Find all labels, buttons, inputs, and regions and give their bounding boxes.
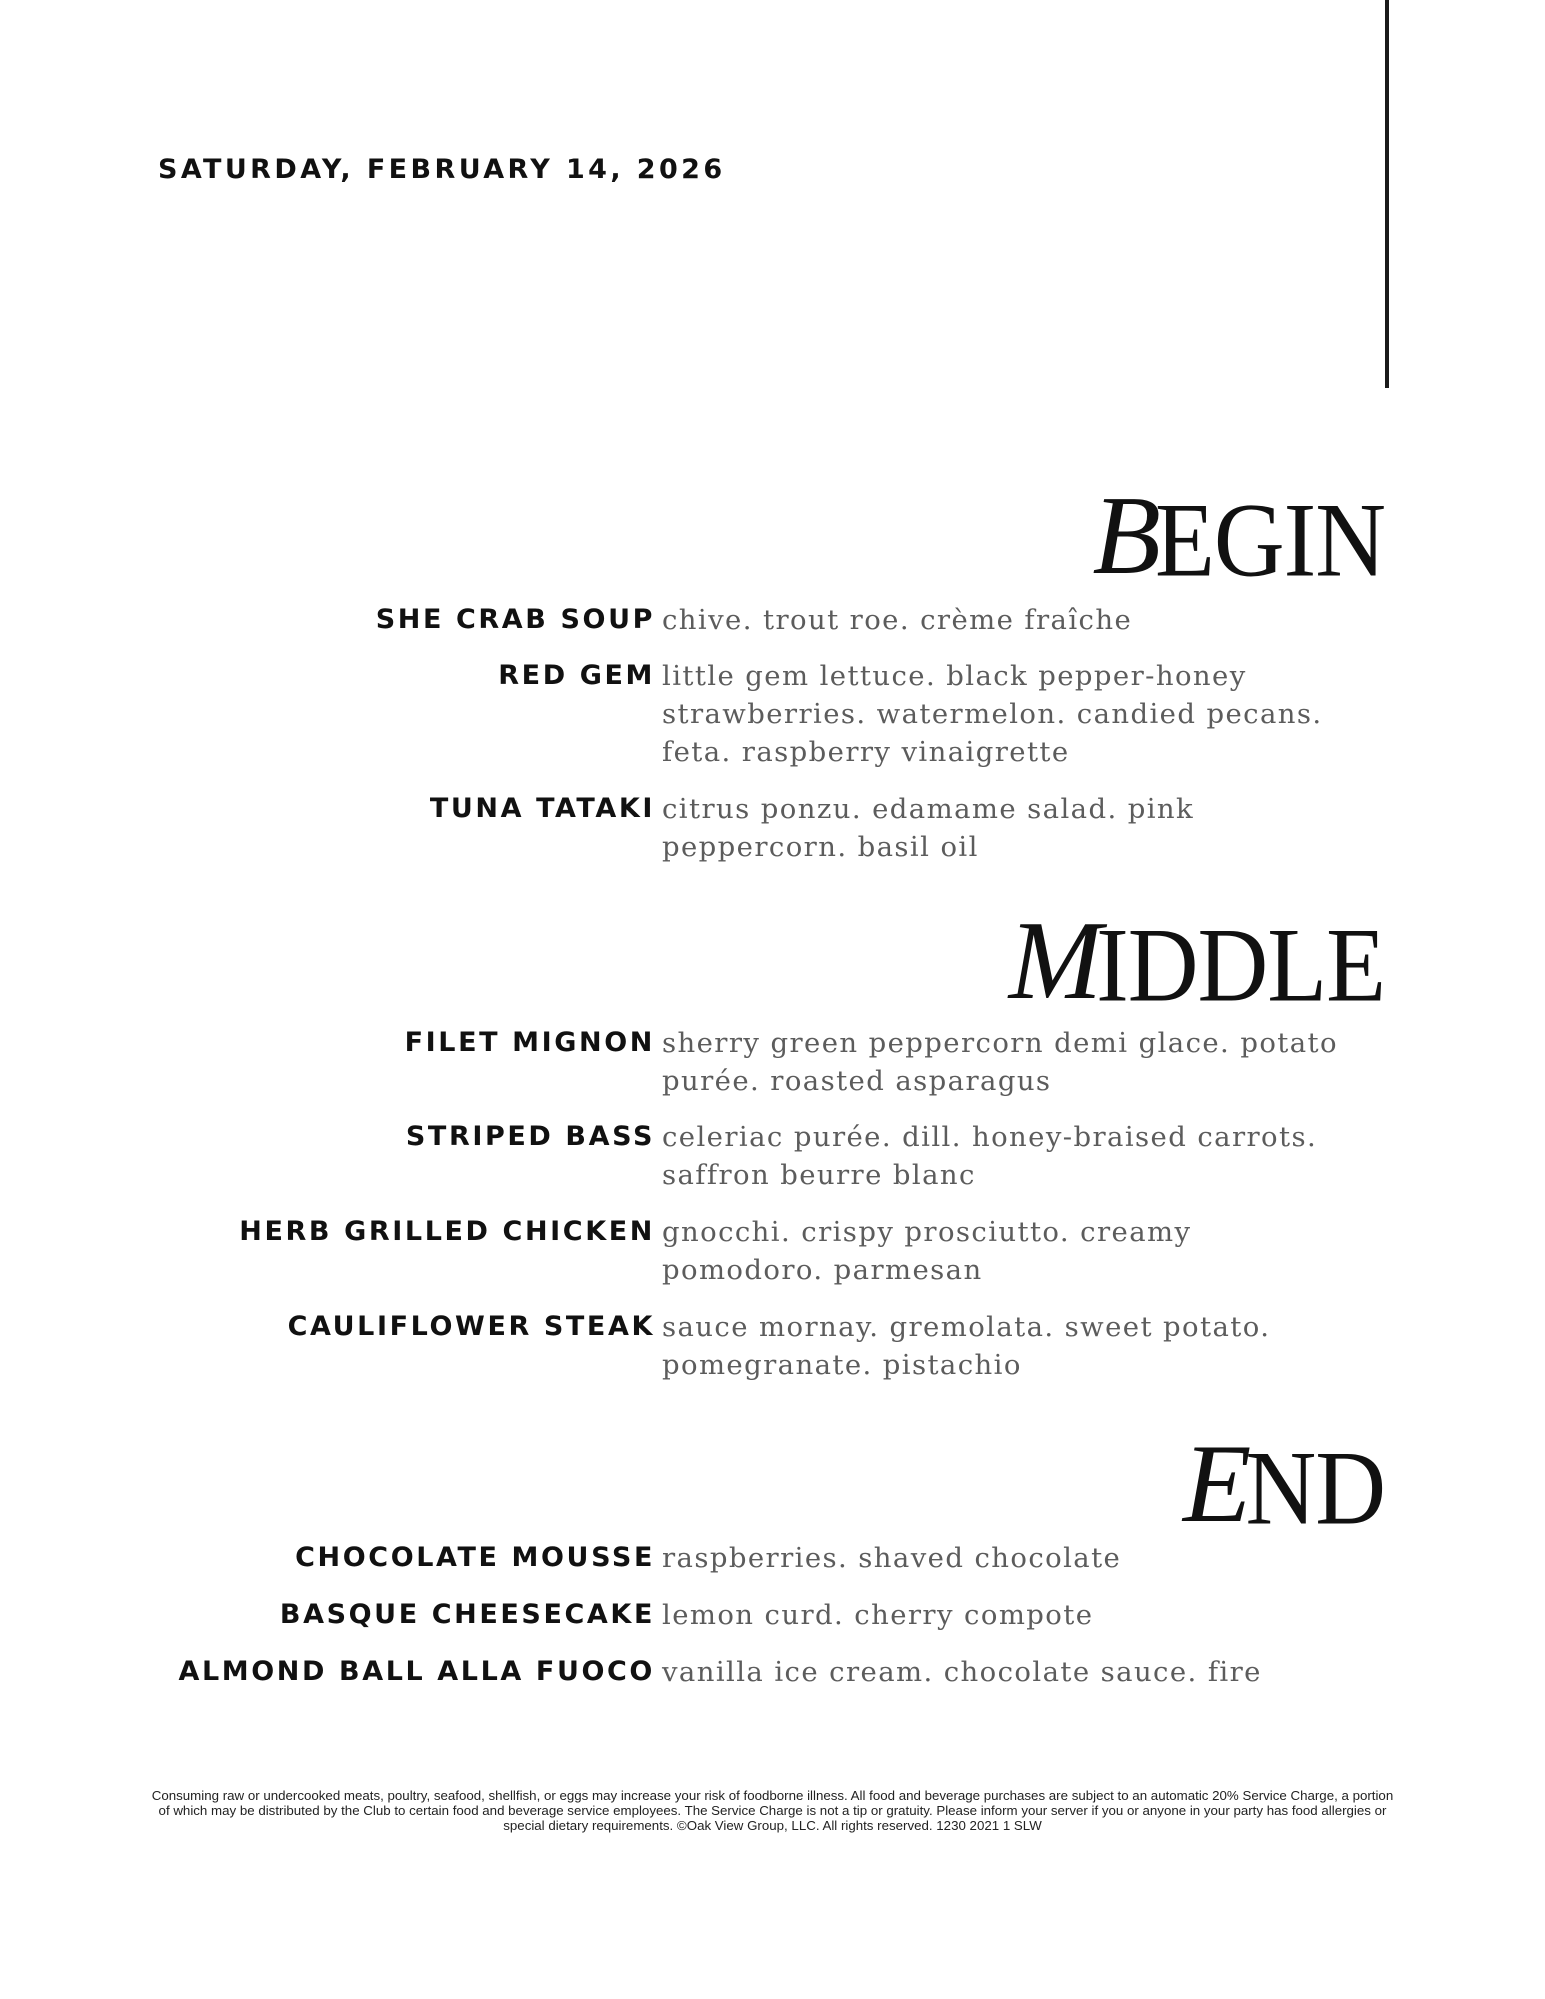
dish-description: citrus ponzu. edamame salad. pink peppercorn. basil oil bbox=[662, 793, 1195, 863]
section-initial: M bbox=[1008, 899, 1103, 1023]
dish-description: sherry green peppercorn demi glace. potato purée. roasted asparagus bbox=[662, 1027, 1338, 1097]
section-initial: E bbox=[1183, 1422, 1252, 1546]
section-title-middle bbox=[1008, 899, 1385, 1025]
dish-name: STRIPED BASS bbox=[405, 1121, 655, 1152]
dish-name: BASQUE CHEESECAKE bbox=[279, 1599, 655, 1630]
dish-description: little gem lettuce. black pepper-honey strawberries. watermelon. candied pecans. feta. raspberry vinaigrette bbox=[662, 660, 1323, 768]
section-initial: B bbox=[1092, 474, 1161, 598]
menu-date: SATURDAY, FEBRUARY 14, 2026 bbox=[158, 154, 726, 185]
dish-description: lemon curd. cherry compote bbox=[662, 1599, 1094, 1631]
section-rest: ND bbox=[1245, 1430, 1385, 1548]
section-title-end bbox=[1183, 1422, 1385, 1548]
dish-description: sauce mornay. gremolata. sweet potato. pomegranate. pistachio bbox=[662, 1311, 1271, 1381]
dish-description: celeriac purée. dill. honey-braised carrots. saffron beurre blanc bbox=[662, 1121, 1318, 1191]
dish-name: HERB GRILLED CHICKEN bbox=[239, 1216, 655, 1247]
disclaimer-text: Consuming raw or undercooked meats, poultry, seafood, shellfish, or eggs may increase your risk of foodborne illness. All food and beverage purchases are subject to an automatic 20% Service Charge, a portion of which may be distributed by the Club to certain food and beverage service employees. The Service Charge is not a tip or gratuity. Please inform your server if you or anyone in your party has food allergies or special dietary requirements. ©Oak View Group, LLC. All rights reserved. 1230 2021 1 SLW bbox=[151, 1788, 1394, 1833]
dish-description: vanilla ice cream. chocolate sauce. fire bbox=[662, 1656, 1262, 1688]
dish-name: TUNA TATAKI bbox=[429, 793, 655, 824]
dish-name: ALMOND BALL ALLA FUOCO bbox=[178, 1656, 655, 1687]
section-title-begin bbox=[1092, 474, 1385, 600]
dish-description: gnocchi. crispy prosciutto. creamy pomodoro. parmesan bbox=[662, 1216, 1192, 1286]
dish-name: CHOCOLATE MOUSSE bbox=[295, 1542, 655, 1573]
section-rest: IDDLE bbox=[1096, 907, 1385, 1025]
dish-name: CAULIFLOWER STEAK bbox=[287, 1311, 655, 1342]
dish-name: SHE CRAB SOUP bbox=[375, 604, 655, 635]
dish-description: raspberries. shaved chocolate bbox=[662, 1542, 1122, 1574]
dish-description: chive. trout roe. crème fraîche bbox=[662, 604, 1133, 636]
dish-name: RED GEM bbox=[498, 660, 655, 691]
section-rest: EGIN bbox=[1154, 482, 1385, 600]
dish-name: FILET MIGNON bbox=[404, 1027, 655, 1058]
decorative-vertical-line bbox=[1385, 0, 1389, 388]
